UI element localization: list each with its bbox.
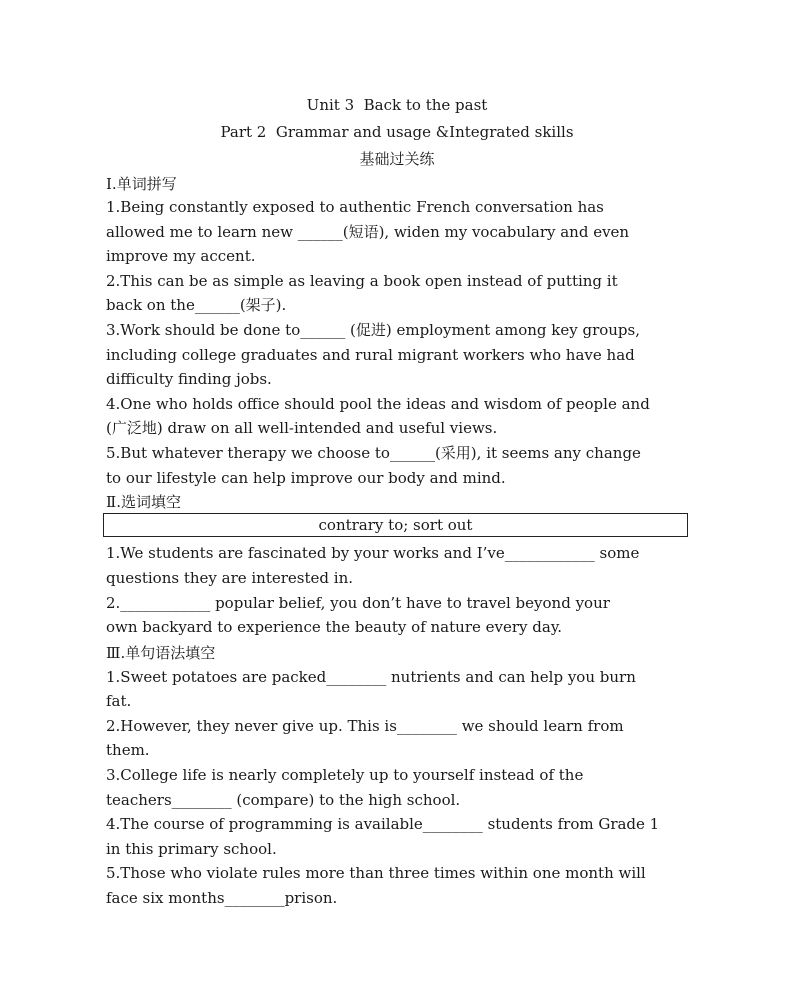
section-1-line: allowed me to learn new ______(短语), widen my vocabulary and even	[106, 223, 630, 241]
section-1-line: 3.Work should be done to______ (促进) employment among key groups,	[106, 321, 641, 339]
section-1-line: including college graduates and rural migrant workers who have had	[106, 346, 635, 364]
part-title: Part 2 Grammar and usage &Integrated skills	[220, 123, 574, 141]
section-3-line: them.	[106, 741, 150, 759]
section-1-line: 2.This can be as simple as leaving a book open instead of putting it	[106, 272, 618, 290]
section-1-line: difficulty finding jobs.	[106, 370, 272, 388]
section-3-line: fat.	[106, 692, 132, 710]
word-bank-box	[103, 513, 688, 537]
section-3-line: face six months________prison.	[106, 889, 338, 907]
subtitle: 基础过关练	[359, 150, 435, 168]
section-1-line: 1.Being constantly exposed to authentic French conversation has	[106, 198, 604, 216]
section-3-line: 5.Those who violate rules more than three times within one month will	[106, 864, 646, 882]
section-1-line: back on the______(架子).	[106, 296, 287, 314]
section-1-line: improve my accent.	[106, 247, 256, 265]
word-bank-text: contrary to; sort out	[318, 516, 473, 534]
section-3-line: teachers________ (compare) to the high school.	[106, 791, 461, 809]
section-2-line: 2.____________ popular belief, you don’t have to travel beyond your	[106, 594, 610, 612]
section-1-line: 5.But whatever therapy we choose to______(采用), it seems any change	[106, 444, 641, 462]
section-2-heading: Ⅱ.选词填空	[106, 493, 181, 511]
section-3-line: 3.College life is nearly completely up to yourself instead of the	[106, 766, 584, 784]
section-1-heading: Ⅰ.单词拼写	[106, 175, 177, 193]
section-2-line: questions they are interested in.	[106, 569, 353, 587]
section-3-line: 4.The course of programming is available________ students from Grade 1	[106, 815, 660, 833]
section-1-line: (广泛地) draw on all well-intended and useful views.	[106, 419, 498, 437]
unit-title: Unit 3 Back to the past	[306, 96, 488, 114]
section-1-line: 4.One who holds office should pool the ideas and wisdom of people and	[106, 395, 650, 413]
section-3-line: in this primary school.	[106, 840, 277, 858]
section-1-line: to our lifestyle can help improve our body and mind.	[106, 469, 506, 487]
section-3-line: 1.Sweet potatoes are packed________ nutrients and can help you burn	[106, 668, 636, 686]
section-3-heading: Ⅲ.单句语法填空	[106, 644, 216, 662]
section-3-line: 2.However, they never give up. This is________ we should learn from	[106, 717, 624, 735]
section-2-line: own backyard to experience the beauty of nature every day.	[106, 618, 563, 636]
section-2-line: 1.We students are fascinated by your works and I’ve____________ some	[106, 544, 640, 562]
